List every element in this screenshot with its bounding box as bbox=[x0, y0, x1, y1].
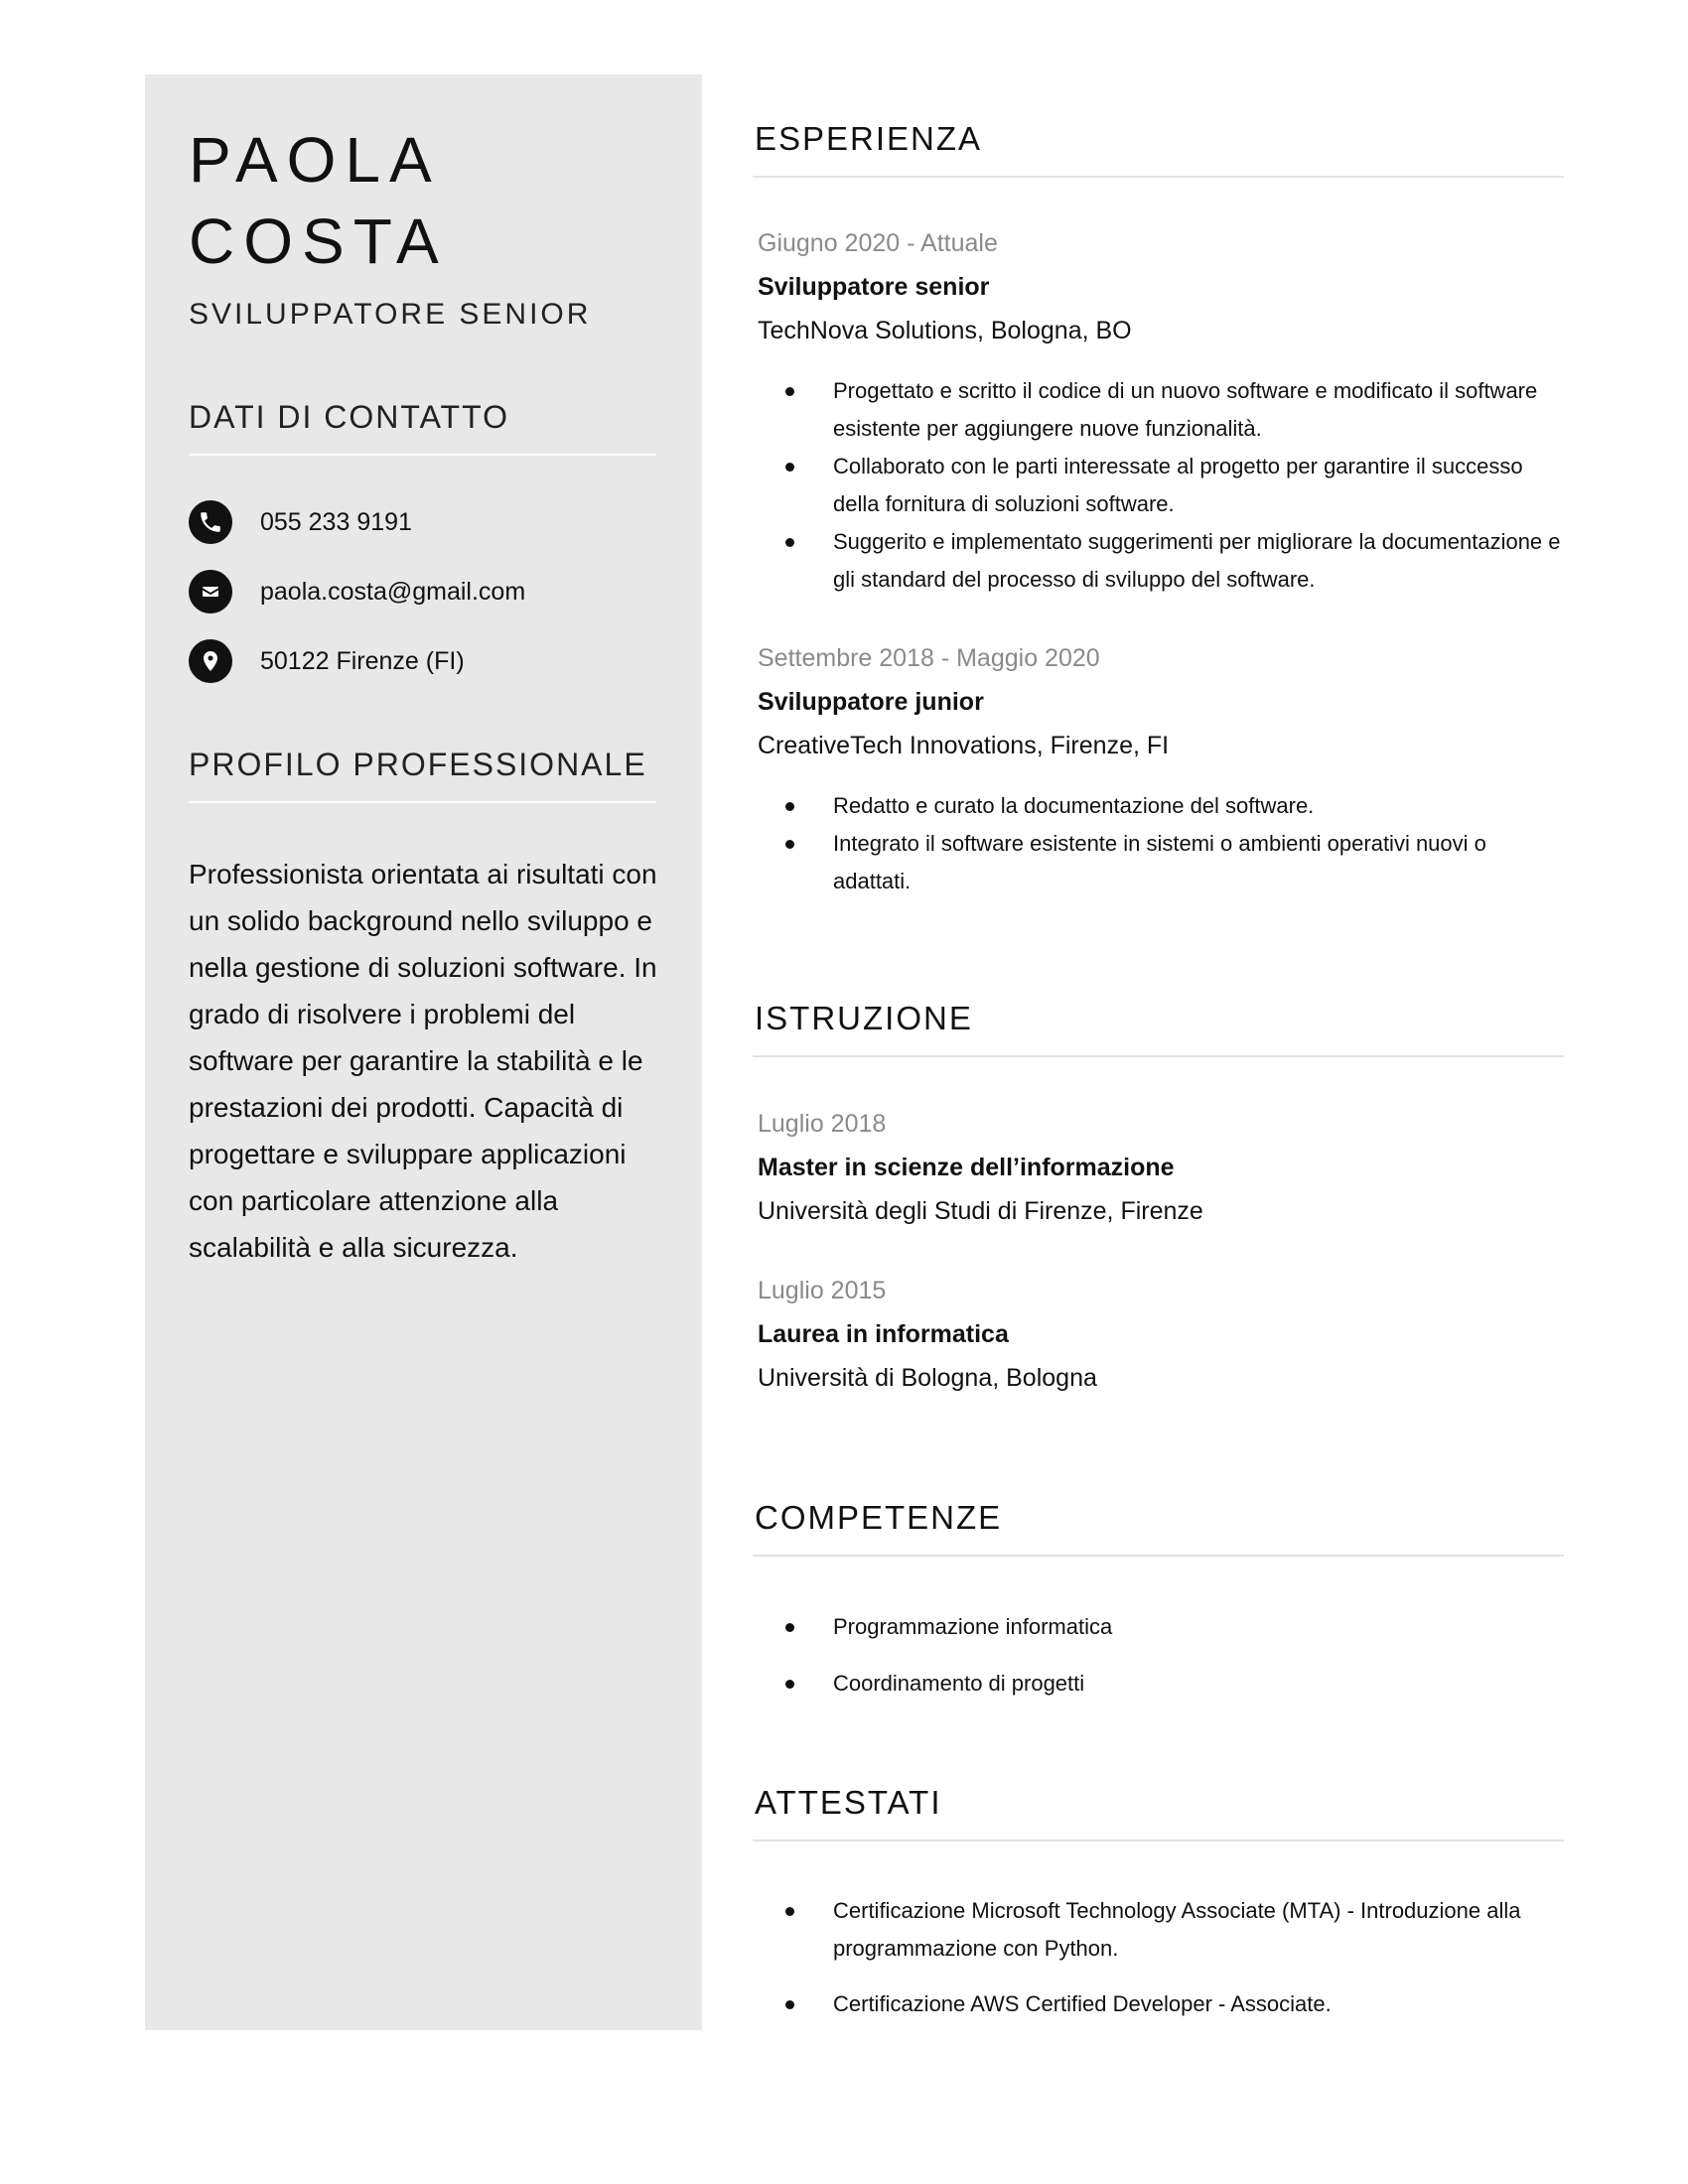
skills-heading: COMPETENZE bbox=[753, 1499, 1564, 1557]
education-entry bbox=[758, 1108, 1562, 1227]
phone-number: 055 233 9191 bbox=[260, 507, 412, 536]
list-item: Redatto e curato la documentazione del software. bbox=[758, 787, 1562, 825]
mail-icon bbox=[189, 570, 232, 614]
candidate-name bbox=[189, 119, 655, 282]
list-item: Certificazione AWS Certified Developer - Associate. bbox=[758, 1985, 1562, 2023]
experience-entry bbox=[758, 227, 1562, 346]
profile-heading: PROFILO PROFESSIONALE bbox=[189, 747, 656, 803]
experience-heading: ESPERIENZA bbox=[753, 120, 1564, 178]
skills-list bbox=[758, 1608, 1562, 1703]
email-address: paola.costa@gmail.com bbox=[260, 577, 526, 606]
entry-organization: TechNova Solutions, Bologna, BO bbox=[758, 317, 1132, 344]
entry-title: Sviluppatore senior bbox=[758, 273, 990, 301]
entry-title: Sviluppatore junior bbox=[758, 688, 984, 716]
contact-heading: DATI DI CONTATTO bbox=[189, 399, 656, 456]
certificates-list bbox=[758, 1892, 1562, 2023]
profile-summary: Professionista orientata ai risultati con un solido background nello sviluppo e nella gestione di soluzioni software. In grado di risolvere i problemi del software per garantire la stabilità e le prestazioni dei prodotti. Capacità di progettare e sviluppare applicazioni con particolare attenzione alla scalabilità e alla sicurezza. bbox=[189, 859, 657, 1263]
last-name: COSTA bbox=[189, 205, 448, 277]
list-item: Coordinamento di progetti bbox=[758, 1665, 1562, 1703]
address: 50122 Firenze (FI) bbox=[260, 646, 465, 675]
job-role: SVILUPPATORE SENIOR bbox=[189, 298, 592, 331]
contact-phone bbox=[189, 500, 412, 544]
list-item: Programmazione informatica bbox=[758, 1608, 1562, 1646]
list-item: Certificazione Microsoft Technology Associate (MTA) - Introduzione alla programmazione con Python. bbox=[758, 1892, 1562, 1968]
entry-date: Giugno 2020 - Attuale bbox=[758, 229, 998, 257]
entry-date: Luglio 2018 bbox=[758, 1110, 887, 1138]
experience-entry bbox=[758, 642, 1562, 761]
entry-date: Luglio 2015 bbox=[758, 1277, 887, 1304]
entry-title: Master in scienze dell’informazione bbox=[758, 1154, 1175, 1181]
entry-organization: CreativeTech Innovations, Firenze, FI bbox=[758, 732, 1170, 759]
education-heading: ISTRUZIONE bbox=[753, 1000, 1564, 1057]
list-item: Suggerito e implementato suggerimenti per migliorare la documentazione e gli standard del processo di sviluppo del software. bbox=[758, 523, 1562, 599]
contact-email bbox=[189, 570, 525, 614]
list-item: Collaborato con le parti interessate al progetto per garantire il successo della fornitura di soluzioni software. bbox=[758, 448, 1562, 523]
entry-organization: Università degli Studi di Firenze, Firenze bbox=[758, 1197, 1203, 1225]
entry-title: Laurea in informatica bbox=[758, 1320, 1009, 1348]
first-name: PAOLA bbox=[189, 124, 441, 196]
entry-organization: Università di Bologna, Bologna bbox=[758, 1364, 1097, 1392]
experience-bullets bbox=[758, 787, 1562, 900]
phone-icon bbox=[189, 500, 232, 544]
education-entry bbox=[758, 1275, 1562, 1394]
list-item: Progettato e scritto il codice di un nuovo software e modificato il software esistente per aggiungere nuove funzionalità. bbox=[758, 372, 1562, 448]
entry-date: Settembre 2018 - Maggio 2020 bbox=[758, 644, 1100, 672]
certificates-heading: ATTESTATI bbox=[753, 1784, 1564, 1842]
contact-location bbox=[189, 639, 465, 683]
list-item: Integrato il software esistente in sistemi o ambienti operativi nuovi o adattati. bbox=[758, 825, 1562, 900]
location-icon bbox=[189, 639, 232, 683]
experience-bullets bbox=[758, 372, 1562, 599]
